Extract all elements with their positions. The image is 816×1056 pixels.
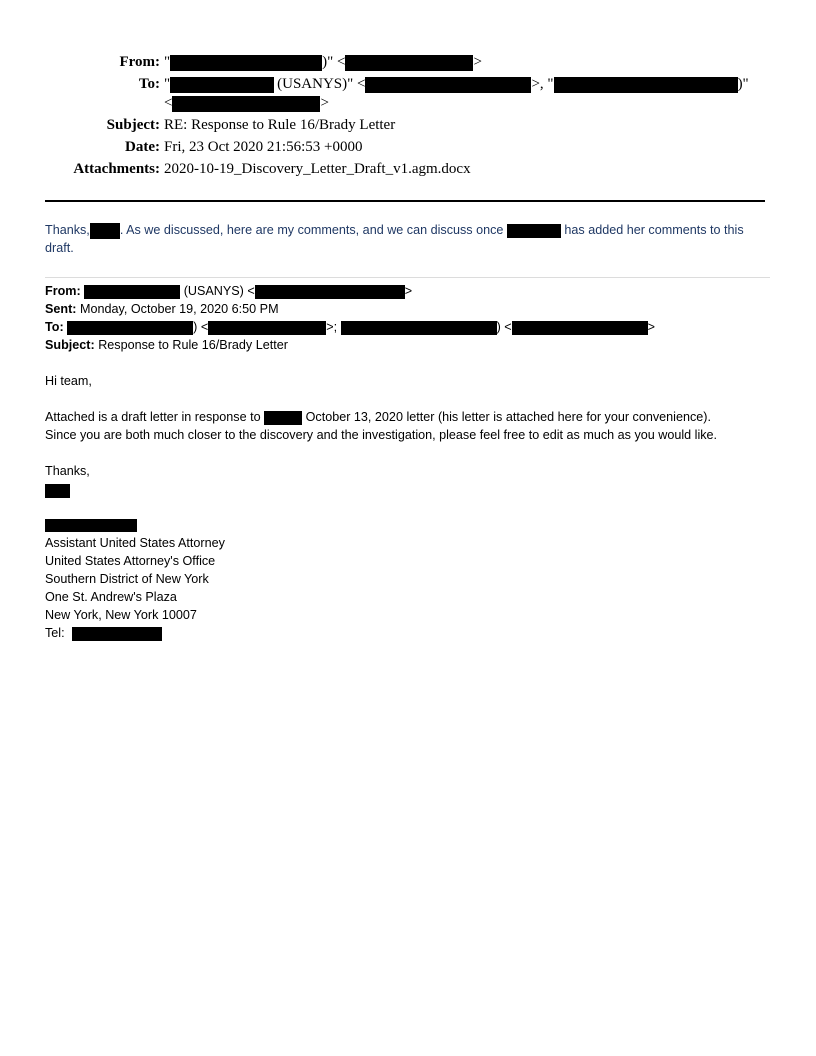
- fwd-to-label: To:: [45, 320, 64, 334]
- sig-district: Southern District of New York: [45, 572, 209, 586]
- fwd-subject-label: Subject:: [45, 338, 95, 352]
- fwd-sent-value: Monday, October 19, 2020 6:50 PM: [79, 302, 279, 316]
- to-l2-close: >: [320, 95, 329, 111]
- redaction-box: [90, 223, 120, 239]
- to-label: To:: [138, 76, 160, 92]
- redaction-box: [45, 484, 70, 498]
- redaction-box: [170, 77, 274, 93]
- redaction-box: [67, 321, 193, 335]
- body-line-1: [45, 408, 711, 426]
- fwd-sent-label: Sent:: [45, 302, 77, 316]
- attachment-link[interactable]: 2020-10-19_Discovery_Letter_Draft_v1.agm.docx: [164, 161, 471, 177]
- fwd-to-sep: ) <: [496, 320, 512, 334]
- from-sep: )" <: [322, 54, 346, 70]
- redaction-box: [72, 627, 162, 641]
- closing: Thanks,: [45, 464, 90, 478]
- redaction-box: [554, 77, 738, 93]
- from-label: From:: [119, 54, 160, 70]
- redaction-box: [172, 96, 320, 112]
- redaction-box: [45, 519, 137, 532]
- reply-text: Thanks,: [45, 223, 90, 237]
- fwd-from-label: From:: [45, 284, 81, 298]
- header-divider: [45, 200, 765, 202]
- to-value-line2: [164, 94, 329, 112]
- fwd-from-row: [45, 282, 412, 300]
- sig-address-1: One St. Andrew's Plaza: [45, 590, 177, 604]
- fwd-from-org: (USANYS) <: [183, 284, 255, 298]
- fwd-to-end: >: [647, 320, 655, 334]
- reply-body: [45, 221, 773, 257]
- fwd-to-row: [45, 318, 655, 336]
- fwd-from-end: >: [404, 284, 413, 298]
- subject-label: Subject:: [106, 117, 160, 133]
- attachments-label: Attachments:: [73, 161, 160, 177]
- redaction-box: [84, 285, 180, 299]
- fwd-to-sep: ) <: [193, 320, 209, 334]
- to-sep: >, ": [531, 76, 554, 92]
- message-divider: [45, 277, 770, 278]
- date-label: Date:: [125, 139, 160, 155]
- greeting: Hi team,: [45, 374, 92, 388]
- reply-text: has added her comments to this draft.: [45, 223, 744, 255]
- to-l2-open: <: [164, 95, 173, 111]
- redaction-box: [341, 321, 497, 335]
- redaction-box: [255, 285, 405, 299]
- fwd-to-sep: >;: [326, 320, 338, 334]
- redaction-box: [170, 55, 322, 71]
- redaction-box: [264, 411, 302, 425]
- fwd-subject-row: [45, 336, 288, 354]
- to-value: [164, 75, 749, 93]
- redaction-box: [365, 77, 531, 93]
- sig-tel-row: [45, 624, 162, 642]
- to-end: )": [737, 76, 749, 92]
- from-value: [164, 53, 482, 71]
- to-org: (USANYS)" <: [277, 76, 366, 92]
- from-close: >: [473, 54, 482, 70]
- quote-text: ": [164, 76, 171, 92]
- fwd-sent-row: [45, 300, 279, 318]
- reply-text: . As we discussed, here are my comments, and we can discuss once: [119, 223, 504, 237]
- redaction-box: [512, 321, 648, 335]
- redaction-box: [345, 55, 473, 71]
- body-line-2: Since you are both much closer to the discovery and the investigation, please feel free to edit as much as you would like.: [45, 428, 718, 442]
- redaction-box: [208, 321, 326, 335]
- fwd-subject-value: Response to Rule 16/Brady Letter: [98, 338, 288, 352]
- sig-title: Assistant United States Attorney: [45, 536, 225, 550]
- signature-initials: [45, 481, 70, 499]
- tel-label: Tel:: [45, 626, 65, 640]
- date-value: Fri, 23 Oct 2020 21:56:53 +0000: [164, 139, 363, 155]
- body-text: Attached is a draft letter in response to: [45, 410, 261, 424]
- redaction-box: [507, 224, 561, 238]
- body-text: October 13, 2020 letter (his letter is attached here for your convenience).: [305, 410, 711, 424]
- subject-value: RE: Response to Rule 16/Brady Letter: [164, 117, 396, 133]
- sig-address-2: New York, New York 10007: [45, 608, 197, 622]
- signature-name: [45, 516, 137, 534]
- quote-text: ": [164, 54, 171, 70]
- sig-office: United States Attorney's Office: [45, 554, 216, 568]
